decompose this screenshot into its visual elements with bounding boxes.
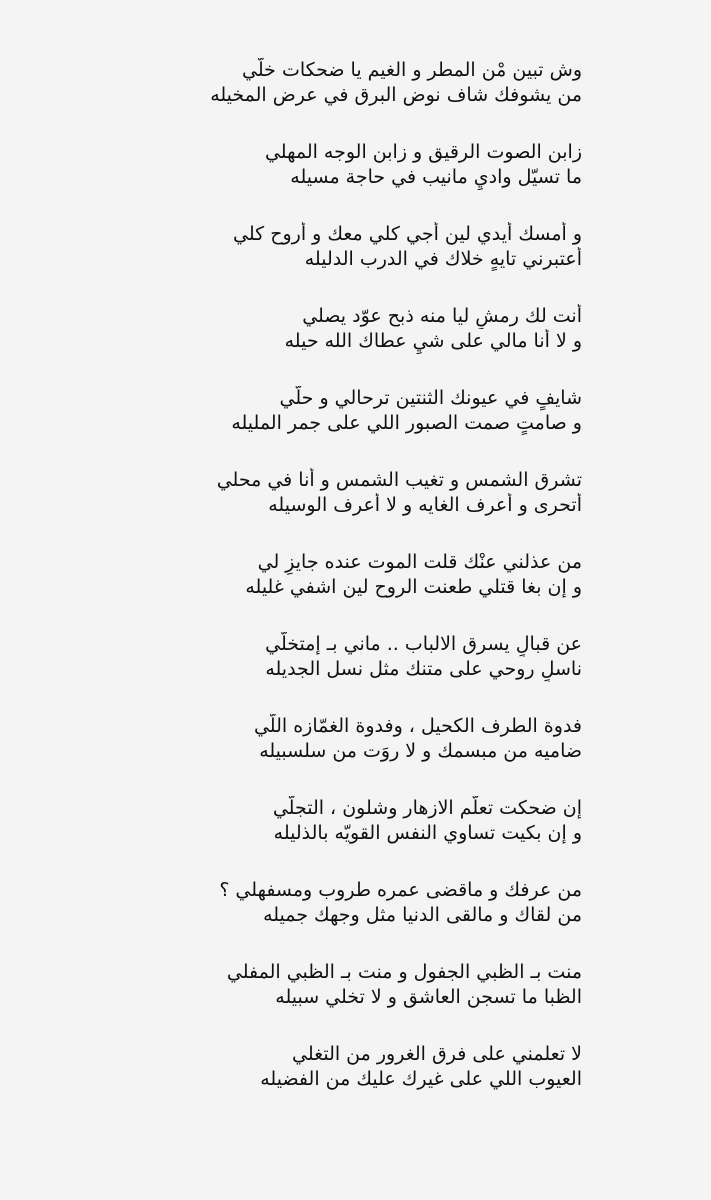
poem-line: ناسلٍ روحي على متنك مثل نسل الجديله <box>265 658 582 680</box>
stanza-3 <box>120 222 582 304</box>
poem-line: شايفٍ في عيونك الثنتين ترحالي و حلّي <box>279 387 582 409</box>
poem-line: عن قبالٍ يسرق الالباب .. ماني بـ إمتخلّي <box>265 633 582 655</box>
stanza-1 <box>120 58 582 140</box>
poem-line: و إن بكيت تساوي النفس القويّه بالذليله <box>273 822 582 844</box>
poem-line: لا تعلمني على فرق الغرور من التغلي <box>292 1043 582 1065</box>
stanza-10 <box>120 796 582 878</box>
stanza-6 <box>120 468 582 550</box>
poem-line: فدوة الطرف الكحيل ، وفدوة الغمّازه اللّي <box>253 715 582 737</box>
stanza-4 <box>120 304 582 386</box>
stanza-2 <box>120 140 582 222</box>
poem-line: أتحرى و أعرف الغايه و لا أعرف الوسيله <box>268 494 582 516</box>
stanza-5 <box>120 386 582 468</box>
poem-line: تشرق الشمس و تغيب الشمس و أنا في محلي <box>216 469 582 491</box>
poem-line: زابن الصوت الرقيق و زابن الوجه المهلي <box>264 141 582 163</box>
poem-line: ضاميه من مبسمك و لا روَت من سلسبيله <box>259 740 582 762</box>
stanza-13 <box>120 1042 582 1124</box>
poem-line: و لا أنا مالي على شيٍ عطاك الله حيله <box>284 330 582 352</box>
poem-line: وش تبين مْن المطر و الغيم يا ضحكات خلّي <box>242 59 582 81</box>
poem-line: من يشوفك شاف نوض البرق في عرض المخيله <box>210 84 582 106</box>
poem-line: العيوب اللي على غيرك عليك من الفضيله <box>260 1068 582 1090</box>
stanza-12 <box>120 960 582 1042</box>
poem-line: أعتبرني تايهٍ خلاك في الدرب الدليله <box>304 248 582 270</box>
poem-line: الظبا ما تسجن العاشق و لا تخلي سبيله <box>275 986 582 1008</box>
poem-line: منت بـ الظبي الجفول و منت بـ الظبي المفلي <box>226 961 582 983</box>
poem-line: و إن بغا قتلي طعنت الروح لين اشفي غليله <box>245 576 582 598</box>
poem-line: ما تسيّل واديٍ مانيب في حاجة مسيله <box>290 166 582 188</box>
poem-line: و صامتٍ صمت الصبور اللي على جمر المليله <box>231 412 582 434</box>
poem-line: و أمسك أيدي لين أجي كلي معك و أروح كلي <box>233 223 582 245</box>
poem-line: من عذلني عنْك قلت الموت عنده جايزٍ لي <box>257 551 582 573</box>
stanza-11 <box>120 878 582 960</box>
stanza-7 <box>120 550 582 632</box>
poem-line: أنت لك رمشٍ ليا منه ذبح عوّد يصلي <box>302 305 582 327</box>
poem-line: من عرفك و ماقضى عمره طروب ومسفهلي ؟ <box>219 879 582 901</box>
stanza-9 <box>120 714 582 796</box>
poem-line: من لقاك و مالقى الدنيا مثل وجهك جميله <box>263 904 582 926</box>
poem <box>120 58 582 1124</box>
poem-line: إن ضحكت تعلّم الازهار وشلون ، التجلّي <box>272 797 582 819</box>
stanza-8 <box>120 632 582 714</box>
